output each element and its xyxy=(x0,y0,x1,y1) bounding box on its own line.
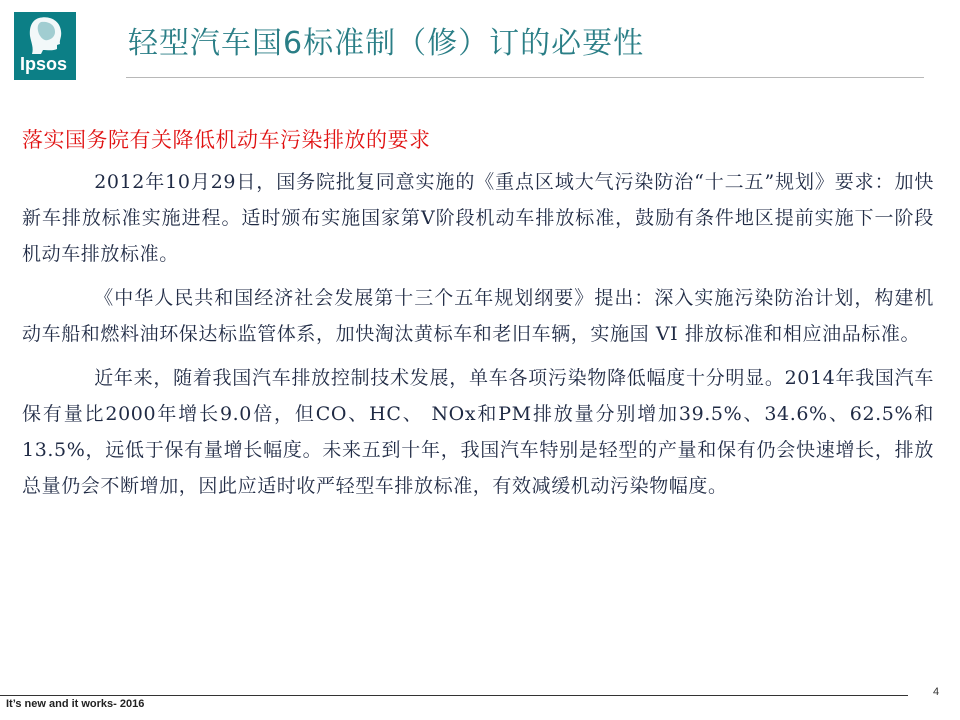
paragraph-1: 2012年10月29日，国务院批复同意实施的《重点区域大气污染防治“十二五”规划》要求：加快新车排放标准实施进程。适时颁布实施国家第Ⅴ阶段机动车排放标准，鼓励有条件地区提前实施下一阶段机动车排放标准。 xyxy=(22,171,934,265)
paragraph-3: 近年来，随着我国汽车排放控制技术发展，单车各项污染物降低幅度十分明显。2014年我国汽车保有量比2000年增长9.0倍，但CO、HC、 NOx和PM排放量分别增加39.5%、34.6%、62.5%和13.5%，远低于保有量增长幅度。未来五到十年，我国汽车特别是轻型的产量和保有仍会快速增长，排放总量仍会不断增加，因此应适时收严轻型车排放标准，有效减缓机动污染物幅度。 xyxy=(22,367,934,497)
footer-tagline: It’s new and it works- 2016 xyxy=(6,698,145,710)
section-heading: 落实国务院有关降低机动车污染排放的要求 xyxy=(22,128,431,152)
logo-text: Ipsos xyxy=(20,54,68,74)
ipsos-logo xyxy=(14,12,76,80)
page-number: 4 xyxy=(933,686,940,698)
page-title: 轻型汽车国6标准制（修）订的必要性 xyxy=(128,26,645,61)
paragraph-2: 《中华人民共和国经济社会发展第十三个五年规划纲要》提出：深入实施污染防治计划，构建机动车船和燃料油环保达标监管体系，加快淘汰黄标车和老旧车辆，实施国 VI 排放标准和相应油品标准。 xyxy=(22,287,934,345)
footer-divider xyxy=(0,695,908,696)
title-divider xyxy=(126,77,924,78)
slide-body xyxy=(22,122,934,512)
